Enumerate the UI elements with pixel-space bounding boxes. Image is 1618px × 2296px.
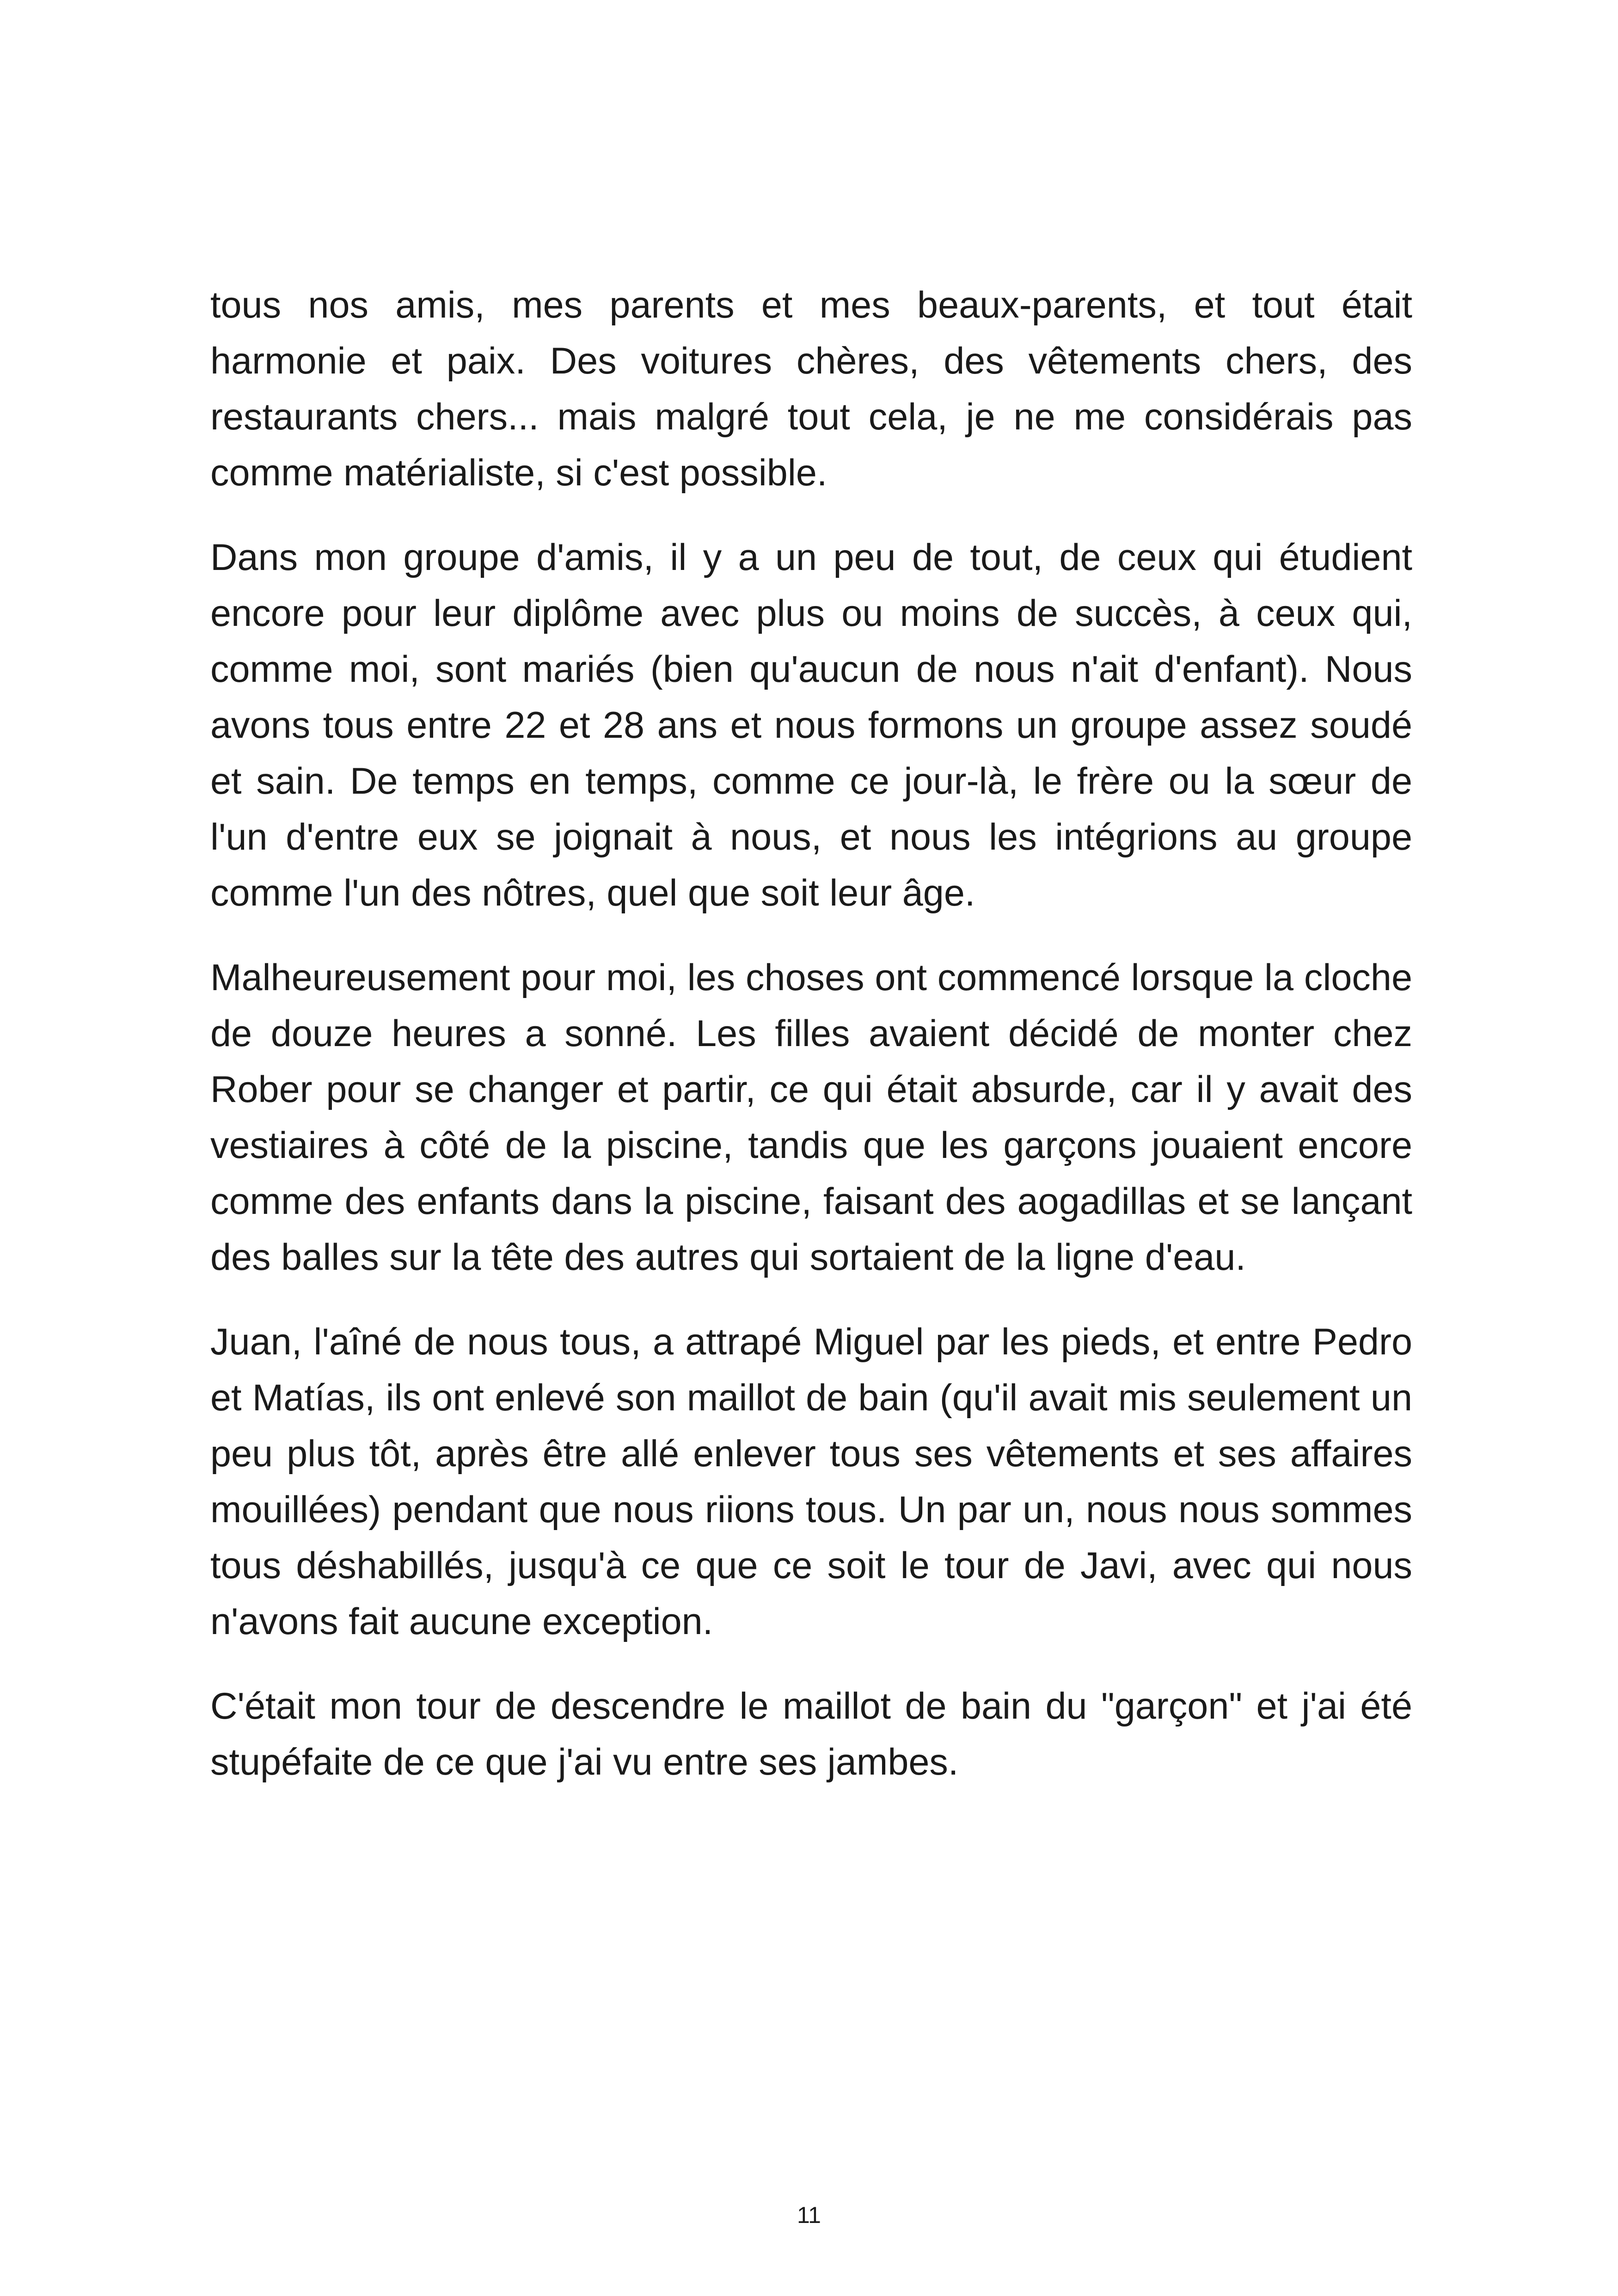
body-text [210,277,1412,1819]
paragraph-3: Malheureusement pour moi, les choses ont commencé lorsque la cloche de douze heures a sonné. Les filles avaient décidé de monter chez Rober pour se changer et partir, ce qui était absurde, car il y avait des vestiaires à côté de la piscine, tandis que les garçons jouaient encore comme des enfants dans la piscine, faisant des aogadillas et se lançant des balles sur la tête des autres qui sortaient de la ligne d'eau. [210,957,1412,1278]
paragraph-1: tous nos amis, mes parents et mes beaux-parents, et tout était harmonie et paix. Des voitures chères, des vêtements chers, des restaurants chers... mais malgré tout cela, je ne me considérais pas comme matérialiste, si c'est possible. [210,284,1412,494]
paragraph-4: Juan, l'aîné de nous tous, a attrapé Miguel par les pieds, et entre Pedro et Matías, ils ont enlevé son maillot de bain (qu'il avait mis seulement un peu plus tôt, après être allé enlever tous ses vêtements et ses affaires mouillées) pendant que nous riions tous. Un par un, nous nous sommes tous déshabillés, jusqu'à ce que ce soit le tour de Javi, avec qui nous n'avons fait aucune exception. [210,1321,1412,1642]
page-number: 11 [797,2202,821,2228]
paragraph-2: Dans mon groupe d'amis, il y a un peu de tout, de ceux qui étudient encore pour leur diplôme avec plus ou moins de succès, à ceux qui, comme moi, sont mariés (bien qu'aucun de nous n'ait d'enfant). Nous avons tous entre 22 et 28 ans et nous formons un groupe assez soudé et sain. De temps en temps, comme ce jour-là, le frère ou la sœur de l'un d'entre eux se joignait à nous, et nous les intégrions au groupe comme l'un des nôtres, quel que soit leur âge. [210,537,1412,914]
paragraph-5: C'était mon tour de descendre le maillot de bain du "garçon" et j'ai été stupéfaite de ce que j'ai vu entre ses jambes. [210,1685,1412,1783]
